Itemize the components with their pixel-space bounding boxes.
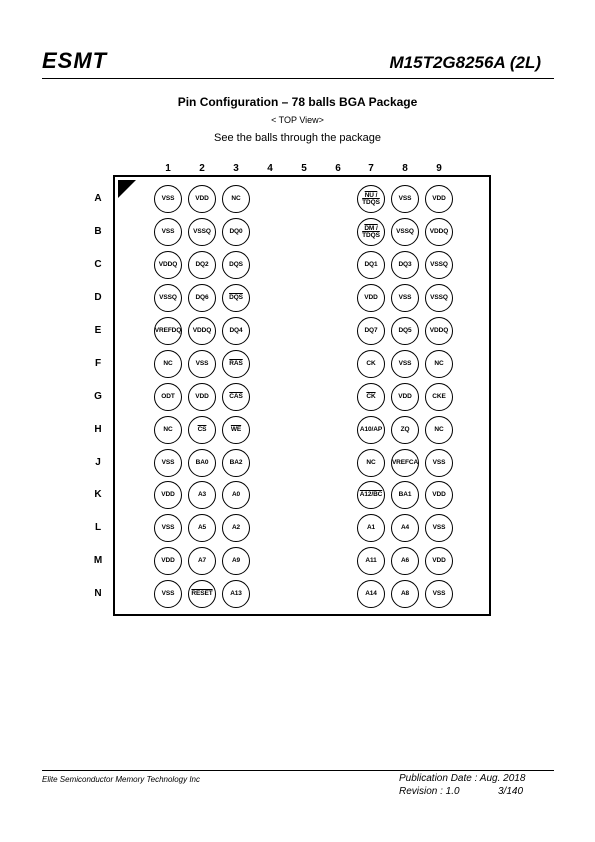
ball-pin-label: CKE — [432, 393, 446, 401]
ball-pin — [391, 481, 419, 509]
ball-pin — [154, 284, 182, 312]
ball-pin-label: VDD — [161, 491, 175, 499]
ball-pin — [425, 449, 453, 477]
ball-pin — [222, 317, 250, 345]
ball-pin — [188, 481, 216, 509]
ball-pin — [222, 350, 250, 378]
ball-pin-label: BA1 — [398, 491, 412, 499]
ball-pin-label: VSS — [161, 524, 175, 532]
row-label: K — [94, 489, 102, 500]
ball-pin-label: CK — [366, 360, 376, 368]
ball-pin — [188, 449, 216, 477]
ball-pin — [391, 547, 419, 575]
ball-pin-label: VSS — [432, 590, 446, 598]
ball-pin-label: A9 — [231, 557, 241, 565]
ball-pin-label: VSS — [398, 195, 412, 203]
ball-pin-label: A12/BC — [359, 491, 383, 499]
ball-pin-label: VSSQ — [430, 261, 448, 269]
row-label: J — [95, 457, 101, 468]
ball-pin-label: A11 — [365, 557, 377, 565]
ball-pin-label: A0 — [231, 491, 241, 499]
ball-pin-label: VDD — [432, 195, 446, 203]
ball-pin — [188, 284, 216, 312]
ball-pin-label: A8 — [400, 590, 410, 598]
ball-pin-label: A1 — [366, 524, 376, 532]
ball-pin — [391, 416, 419, 444]
ball-pin-label: A13 — [230, 590, 242, 598]
ball-pin-label: RESET — [191, 590, 213, 598]
row-label: H — [94, 424, 102, 435]
view-note: See the balls through the package — [214, 132, 381, 144]
ball-pin — [357, 350, 385, 378]
ball-pin — [391, 350, 419, 378]
ball-pin — [222, 284, 250, 312]
ball-pin-label: VSS — [161, 228, 175, 236]
ball-pin-label: A14 — [365, 590, 377, 598]
column-number: 3 — [233, 163, 239, 174]
ball-pin — [188, 317, 216, 345]
footer-publication-date: Publication Date : Aug. 2018 — [399, 773, 526, 784]
ball-pin-label: VSS — [161, 459, 175, 467]
ball-pin-label: ZQ — [400, 426, 410, 434]
ball-pin-label: VSS — [195, 360, 209, 368]
ball-pin — [391, 185, 419, 213]
ball-pin-label: A3 — [197, 491, 207, 499]
ball-pin-label: VDDQ — [429, 228, 449, 236]
ball-pin — [425, 514, 453, 542]
ball-pin — [154, 350, 182, 378]
row-label: B — [94, 226, 102, 237]
ball-pin-label: DQ4 — [229, 327, 243, 335]
ball-pin — [357, 251, 385, 279]
ball-pin — [391, 251, 419, 279]
ball-pin — [154, 185, 182, 213]
ball-pin — [425, 383, 453, 411]
ball-pin — [222, 383, 250, 411]
ball-pin — [154, 449, 182, 477]
ball-pin — [154, 514, 182, 542]
column-number: 2 — [199, 163, 205, 174]
ball-pin — [391, 383, 419, 411]
ball-pin — [357, 317, 385, 345]
view-subtitle: < TOP View> — [271, 115, 324, 125]
ball-pin — [425, 185, 453, 213]
ball-pin-label: VDD — [432, 491, 446, 499]
column-number: 9 — [436, 163, 442, 174]
row-label: D — [94, 292, 102, 303]
ball-pin-label: DQ6 — [195, 294, 209, 302]
footer-company: Elite Semiconductor Memory Technology Inc — [42, 775, 200, 784]
ball-pin — [188, 383, 216, 411]
row-label: C — [94, 259, 102, 270]
ball-pin — [154, 481, 182, 509]
ball-pin-label: A10/AP — [359, 426, 383, 434]
footer-page-number: 3/140 — [498, 786, 524, 797]
ball-pin-label: BA0 — [195, 459, 209, 467]
ball-pin-label: ODT — [161, 393, 175, 401]
ball-pin — [357, 218, 385, 246]
ball-pin — [222, 218, 250, 246]
ball-pin — [154, 383, 182, 411]
row-label: N — [94, 588, 102, 599]
ball-pin — [154, 317, 182, 345]
ball-pin-label: VDD — [364, 294, 378, 302]
ball-pin — [357, 547, 385, 575]
ball-pin-label: NC — [163, 426, 173, 434]
ball-pin-label: VSS — [161, 590, 175, 598]
row-label: G — [94, 391, 102, 402]
ball-pin-label: BA2 — [229, 459, 243, 467]
ball-pin — [222, 514, 250, 542]
ball-pin-label: VREFDQ — [154, 327, 182, 335]
ball-pin-label: A2 — [231, 524, 241, 532]
ball-pin-label: A7 — [197, 557, 207, 565]
ball-pin-label: $\overline{CAS}$ — [229, 393, 243, 401]
ball-pin — [357, 481, 385, 509]
ball-pin — [391, 514, 419, 542]
ball-pin — [222, 251, 250, 279]
ball-pin — [391, 218, 419, 246]
ball-pin-label: NC — [231, 195, 241, 203]
ball-pin — [188, 514, 216, 542]
ball-pin-label: DQ2 — [195, 261, 209, 269]
ball-pin — [391, 580, 419, 608]
ball-pin-label: VDD — [398, 393, 412, 401]
ball-pin — [357, 383, 385, 411]
ball-pin-label: DQS — [229, 261, 243, 269]
ball-pin-label: NC — [434, 360, 444, 368]
ball-pin — [425, 416, 453, 444]
ball-pin-label: $\overline{CS}$ — [197, 426, 207, 434]
ball-pin-label: VSSQ — [193, 228, 211, 236]
ball-pin — [391, 284, 419, 312]
ball-pin-label: VSSQ — [430, 294, 448, 302]
ball-pin-label: NC — [366, 459, 376, 467]
ball-pin-label: DQ3 — [398, 261, 412, 269]
ball-pin — [222, 449, 250, 477]
row-label: A — [94, 193, 102, 204]
ball-pin-label: VDDQ — [192, 327, 212, 335]
ball-pin — [425, 251, 453, 279]
column-number: 7 — [368, 163, 374, 174]
ball-pin — [357, 416, 385, 444]
part-number: M15T2G8256A (2L) — [389, 53, 541, 72]
ball-pin — [188, 580, 216, 608]
ball-pin-label: VSSQ — [396, 228, 414, 236]
ball-pin-label: VDDQ — [429, 327, 449, 335]
ball-pin-label: DQ0 — [229, 228, 243, 236]
ball-pin — [425, 481, 453, 509]
ball-pin — [188, 416, 216, 444]
ball-pin — [154, 580, 182, 608]
ball-pin — [154, 251, 182, 279]
page-title: Pin Configuration – 78 balls BGA Package — [177, 95, 418, 109]
row-label: L — [94, 522, 102, 533]
ball-pin-label: DM / TDQS — [362, 224, 380, 239]
ball-pin-label: VDD — [161, 557, 175, 565]
ball-pin — [188, 218, 216, 246]
ball-pin — [425, 317, 453, 345]
ball-pin — [188, 547, 216, 575]
ball-pin-label: VDD — [195, 393, 209, 401]
ball-pin — [222, 416, 250, 444]
ball-pin-label: VDD — [195, 195, 209, 203]
ball-pin-label: NC — [163, 360, 173, 368]
ball-pin-label: A6 — [400, 557, 410, 565]
column-number: 4 — [267, 163, 273, 174]
ball-pin-label: VSS — [161, 195, 175, 203]
ball-pin — [222, 547, 250, 575]
row-label: E — [94, 325, 102, 336]
pin1-corner-marker — [118, 180, 136, 198]
ball-pin-label: VSSQ — [159, 294, 177, 302]
ball-pin-label: $\overline{WE}$ — [230, 426, 242, 434]
footer-divider — [42, 770, 554, 771]
ball-pin — [154, 547, 182, 575]
ball-pin — [425, 547, 453, 575]
ball-pin-label: VSS — [432, 459, 446, 467]
ball-pin — [357, 580, 385, 608]
ball-pin-label: $\overline{RAS}$ — [229, 360, 243, 368]
ball-pin — [222, 481, 250, 509]
ball-pin — [425, 350, 453, 378]
header-divider — [42, 78, 554, 79]
ball-pin — [425, 218, 453, 246]
ball-pin-label: DQ7 — [364, 327, 378, 335]
column-number: 8 — [402, 163, 408, 174]
ball-pin — [357, 514, 385, 542]
row-label: M — [93, 555, 103, 566]
ball-pin-label: $\overline{DQS}$ — [229, 294, 243, 302]
ball-pin — [188, 185, 216, 213]
footer-revision: Revision : 1.0 — [399, 786, 460, 797]
ball-pin-label: NC — [434, 426, 444, 434]
ball-pin — [357, 284, 385, 312]
ball-pin-label: VDD — [432, 557, 446, 565]
column-number: 6 — [335, 163, 341, 174]
ball-pin — [154, 416, 182, 444]
ball-pin — [154, 218, 182, 246]
ball-pin — [425, 580, 453, 608]
column-number: 1 — [165, 163, 171, 174]
ball-pin — [222, 580, 250, 608]
column-number: 5 — [301, 163, 307, 174]
ball-pin-label: VSS — [432, 524, 446, 532]
ball-pin-label: NU / TDQS — [362, 191, 380, 206]
ball-pin-label: A5 — [197, 524, 207, 532]
ball-pin — [357, 449, 385, 477]
ball-pin — [222, 185, 250, 213]
ball-pin-label: VSS — [398, 294, 412, 302]
ball-pin — [188, 350, 216, 378]
ball-pin-label: DQ5 — [398, 327, 412, 335]
ball-pin — [188, 251, 216, 279]
ball-pin — [357, 185, 385, 213]
company-logo: ESMT — [42, 48, 108, 73]
ball-pin-label: $\overline{CK}$ — [366, 393, 376, 401]
ball-pin — [391, 449, 419, 477]
ball-pin — [391, 317, 419, 345]
ball-pin-label: VSS — [398, 360, 412, 368]
ball-pin — [425, 284, 453, 312]
ball-pin-label: VDDQ — [158, 261, 178, 269]
row-label: F — [94, 358, 102, 369]
ball-pin-label: A4 — [400, 524, 410, 532]
ball-pin-label: DQ1 — [364, 261, 378, 269]
ball-pin-label: VREFCA — [391, 459, 419, 467]
